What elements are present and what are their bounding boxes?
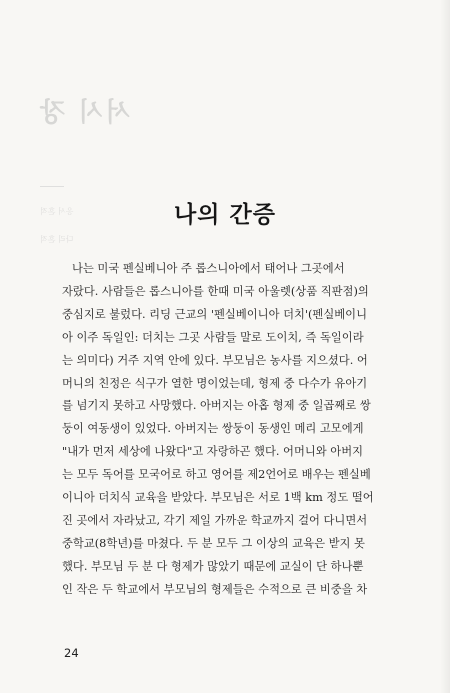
body-line: 아 이주 독일인: 더치는 그곳 사람들 말로 도이치, 즉 독일이라 bbox=[62, 330, 364, 344]
body-line: 둥이 여동생이 있었다. 아버지는 쌍둥이 동생인 메리 고모에게 bbox=[62, 422, 364, 436]
page-edge-shadow bbox=[440, 0, 450, 693]
body-line: 자랐다. 사람들은 롭스니아를 한때 미국 아울렛(상품 직판점)의 bbox=[62, 284, 369, 298]
body-line: 중학교(8학년)를 마쳤다. 두 분 모두 그 이상의 교육은 받지 못 bbox=[62, 536, 365, 550]
body-paragraph bbox=[62, 258, 402, 602]
show-through-heading: 서시 장 bbox=[38, 98, 131, 128]
body-line: 나는 미국 펜실베니아 주 롭스니아에서 태어나 그곳에서 bbox=[72, 262, 345, 275]
show-through-text-2: 다리 흔적 bbox=[40, 235, 74, 244]
body-line: 인 작은 두 학교에서 부모님의 형제들은 수적으로 큰 비중을 차 bbox=[62, 582, 368, 596]
show-through-text-1: 응서 흔적 bbox=[40, 207, 74, 216]
body-line: 진 곳에서 자라났고, 각기 제일 가까운 학교까지 걸어 다니면서 bbox=[62, 513, 368, 527]
chapter-title: 나의 간증 bbox=[174, 202, 276, 228]
body-line: 했다. 부모님 두 분 다 형제가 많았기 때문에 교실이 단 하나뿐 bbox=[62, 559, 364, 573]
body-line: 중심지로 불렀다. 리딩 근교의 '펜실베이니아 더치'(펜실베이니 bbox=[62, 307, 367, 321]
body-line: 머니의 친정은 식구가 열한 명이었는데, 형제 중 다수가 유아기 bbox=[62, 376, 368, 390]
show-through-rule bbox=[40, 186, 64, 187]
body-line: 를 넘기지 못하고 사망했다. 아버지는 아홉 형제 중 일곱째로 쌍 bbox=[62, 399, 371, 413]
body-line: 는 모두 독어를 모국어로 하고 영어를 제2언어로 배우는 펜실베 bbox=[62, 468, 371, 482]
body-line: 는 의미다) 거주 지역 안에 있다. 부모님은 농사를 지으셨다. 어 bbox=[62, 353, 368, 367]
body-line: "내가 먼저 세상에 나왔다"고 자랑하곤 했다. 어머니와 아버지 bbox=[62, 445, 364, 459]
page-number: 24 bbox=[64, 646, 79, 660]
body-line: 이니아 더치식 교육을 받았다. 부모님은 서로 1백 km 정도 떨어 bbox=[62, 491, 374, 505]
